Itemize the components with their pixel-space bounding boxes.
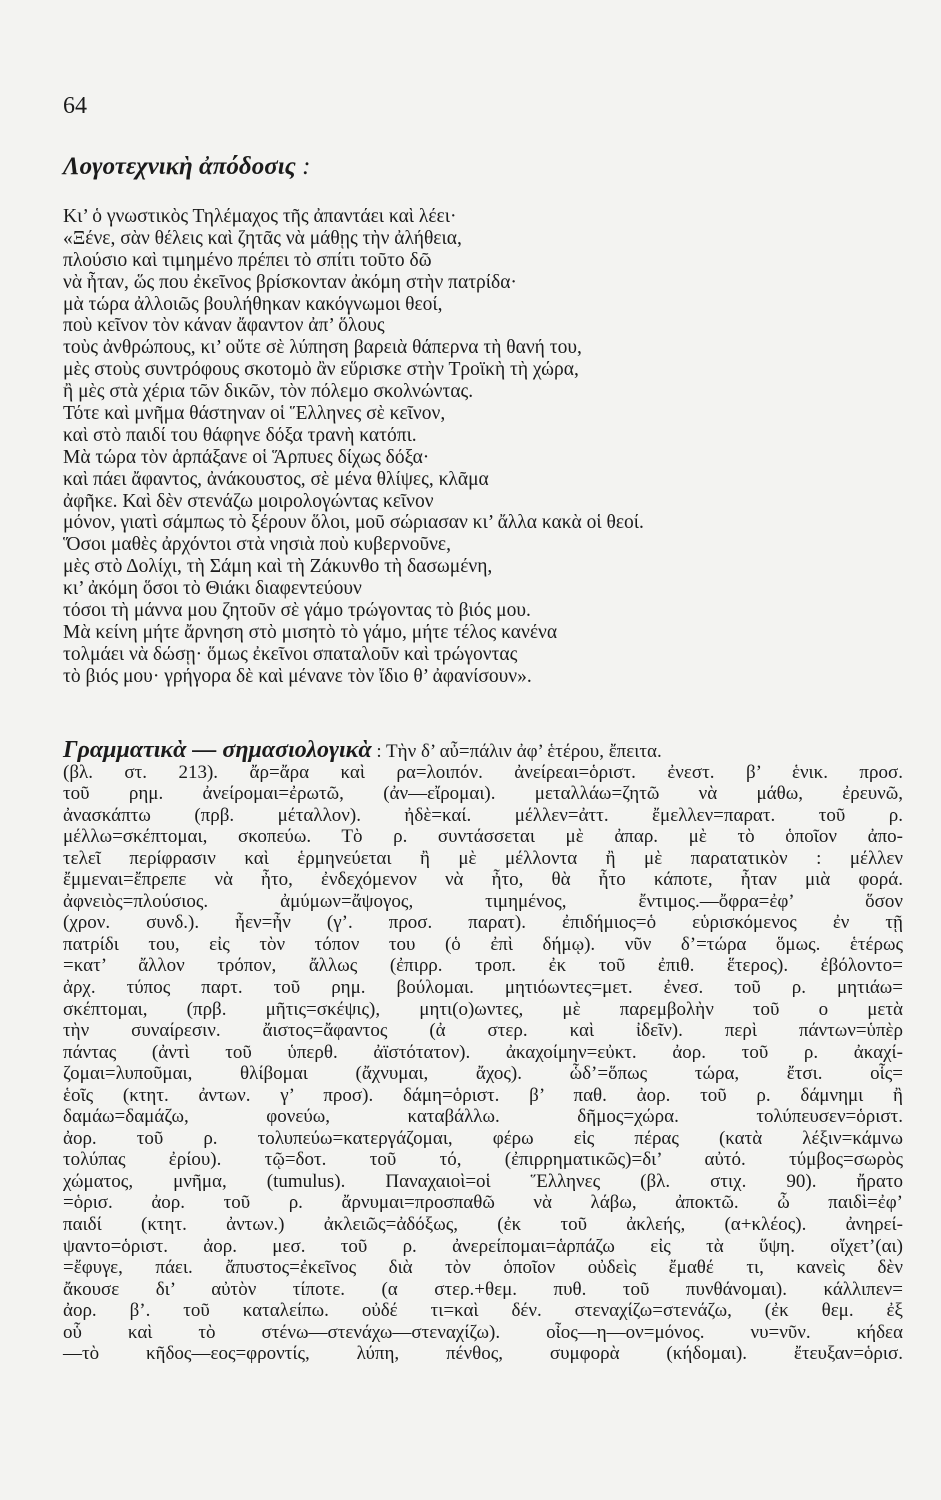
poem-line: μὰ τώρα ἀλλοιῶς βουλήθηκαν κακόγνωμοι θεοί, (63, 293, 443, 315)
poem-line: πλούσιο καὶ τιμημένο πρέπει τὸ σπίτι τοῦτο δῶ (63, 249, 432, 271)
poem-line: κι’ ἀκόμη ὅσοι τὸ Θιάκι διαφεντεύουν (63, 578, 362, 600)
poem-line: ποὺ κεῖνον τὸν κάναν ἄφαντον ἀπ’ ὅλους (63, 315, 385, 337)
grammar-line: πάντας (ἀντὶ τοῦ ὑπερθ. ἀϊστότατον). ἀκαχοίμην=εὐκτ. ἀορ. τοῦ ρ. ἀκαχί- (63, 1041, 903, 1063)
grammar-line: ἀορ. β’. τοῦ καταλείπω. οὐδέ τι=καὶ δέν. στεναχίζω=στενάζω, (ἐκ θεμ. ἐξ (63, 1300, 903, 1322)
literary-translation-heading (63, 153, 310, 181)
grammar-section-title: Γραμματικὰ — σημασιολογικὰ (63, 737, 372, 763)
poem-line: τὸ βιός μου· γρήγορα δὲ καὶ μένανε τὸν ἴδιο θ’ ἀφανίσουν». (63, 665, 532, 687)
poem-line: Μὰ κείνη μήτε ἄρνηση στὸ μισητὸ τὸ γάμο, μήτε τέλος κανένα (63, 621, 558, 643)
grammar-line: ἀφνειὸς=πλούσιος. ἀμύμων=ἄψογος, τιμημένος, ἔντιμος.—ὄφρα=ἐφ’ ὅσον (63, 890, 903, 912)
grammar-first-line-text: : Τὴν δ’ αὖ=πάλιν ἀφ’ ἑτέρου, ἔπειτα. (371, 741, 662, 762)
grammar-line: —τὸ κῆδος—εος=φροντίς, λύπη, πένθος, συμφορὰ (κήδομαι). ἔτευξαν=ὁρισ. (63, 1343, 903, 1365)
poem-line: μὲς στὸ Δολίχι, τὴ Σάμη καὶ τὴ Ζάκυνθο τὴ δασωμένη, (63, 556, 493, 578)
grammar-line: =ἔφυγε, πάει. ἄπυστος=ἐκεῖνος διὰ τὸν ὁποῖον οὐδεὶς ἔμαθέ τι, κανεὶς δὲν (63, 1257, 903, 1279)
poem-line: μόνον, γιατὶ σάμπως τὸ ξέρουν ὅλοι, μοῦ σώριασαν κι’ ἄλλα κακὰ οἱ θεοί. (63, 512, 644, 534)
grammar-line: (χρον. συνδ.). ἦεν=ἦν (γ’. προσ. παρατ). ἐπιδήμιος=ὁ εὑρισκόμενος ἐν τῇ (63, 912, 903, 934)
poem-line: νὰ ἦταν, ὥς που ἐκεῖνος βρίσκονταν ἀκόμη στὴν πατρίδα· (63, 271, 517, 293)
poem-line: «Ξένε, σὰν θέλεις καὶ ζητᾶς νὰ μάθῃς τὴν ἀλήθεια, (63, 227, 462, 249)
poem-translation (63, 206, 644, 688)
grammar-line: τὴν συναίρεσιν. ἄιστος=ἄφαντος (ἀ στερ. καὶ ἰδεῖν). περὶ πάντων=ὑπὲρ (63, 1020, 903, 1042)
grammar-line: ἀρχ. τύπος παρτ. τοῦ ρημ. βούλομαι. μητιόωντες=μετ. ἐνεσ. τοῦ ρ. μητιάω= (63, 977, 903, 999)
grammar-line: μέλλω=σκέπτομαι, σκοπεύω. Τὸ ρ. συντάσσεται μὲ ἀπαρ. μὲ τὸ ὁποῖον ἀπο- (63, 826, 903, 848)
grammar-first-line (63, 737, 903, 763)
grammar-line: ἑοῖς (κτητ. ἀντων. γ’ προσ). δάμη=ὁριστ. β’ παθ. ἀορ. τοῦ ρ. δάμνημι ἢ (63, 1084, 903, 1106)
poem-line: Μὰ τώρα τὸν ἁρπάξανε οἱ Ἅρπυες δίχως δόξα· (63, 446, 430, 468)
literary-translation-title: Λογοτεχνικὴ ἀπόδοσις (63, 153, 296, 180)
grammar-line: ἄκουσε δι’ αὐτὸν τίποτε. (α στερ.+θεμ. πυθ. τοῦ πυνθάνομαι). κάλλιπεν= (63, 1278, 903, 1300)
poem-line: ἢ μὲς στὰ χέρια τῶν δικῶν, τὸν πόλεμο σκολνώντας. (63, 381, 474, 403)
grammar-line: =κατ’ ἄλλον τρόπον, ἄλλως (ἐπιρρ. τροπ. ἐκ τοῦ ἐπιθ. ἕτερος). ἐβόλοντο= (63, 955, 903, 977)
grammar-line: δαμάω=δαμάζω, φονεύω, καταβάλλω. δῆμος=χώρα. τολύπευσεν=ὁριστ. (63, 1106, 903, 1128)
poem-line: Ὅσοι μαθὲς ἀρχόντοι στὰ νησιὰ ποὺ κυβερνοῦνε, (63, 534, 452, 556)
grammar-line: σκέπτομαι, (πρβ. μῆτις=σκέψις), μητι(ο)ωντες, μὲ παρεμβολὴν τοῦ ο μετὰ (63, 998, 903, 1020)
grammar-line: πατρίδι του, εἰς τὸν τόπον του (ὁ ἐπὶ δήμῳ). νῦν δ’=τώρα ὅμως. ἑτέρως (63, 933, 903, 955)
poem-line: Τότε καὶ μνῆμα θάστηναν οἱ Ἕλληνες σὲ κεῖνον, (63, 403, 446, 425)
poem-line: ἀφῆκε. Καὶ δὲν στενάζω μοιρολογώντας κεῖνον (63, 490, 434, 512)
grammar-line: τελεῖ περίφρασιν καὶ ἑρμηνεύεται ἢ μὲ μέλλοντα ἢ μὲ παρατατικὸν : μέλλεν (63, 847, 903, 869)
grammar-line: ζομαι=λυποῦμαι, θλίβομαι (ἄχνυμαι, ἄχος). ὧδ’=ὅπως τώρα, ἔτσι. οἷς= (63, 1063, 903, 1085)
grammar-line: =ὁρισ. ἀορ. τοῦ ρ. ἄρνυμαι=προσπαθῶ νὰ λάβω, ἀποκτῶ. ὦ παιδὶ=ἐφ’ (63, 1192, 903, 1214)
poem-line: τολμάει νὰ δώσῃ· ὅμως ἐκεῖνοι σπαταλοῦν καὶ τρώγοντας (63, 643, 518, 665)
grammar-line: τοῦ ρημ. ἀνείρομαι=ἐρωτῶ, (ἀν—εἴρομαι). μεταλλάω=ζητῶ νὰ μάθω, ἐρευνῶ, (63, 783, 903, 805)
grammar-line: οὗ καὶ τὸ στένω—στενάχω—στεναχίζω). οἶος—η—ον=μόνος. νυ=νῦν. κήδεα (63, 1321, 903, 1343)
grammar-line: τολύπας ἐρίου). τῷ=δοτ. τοῦ τό, (ἐπιρρηματικῶς)=δι’ αὐτό. τύμβος=σωρὸς (63, 1149, 903, 1171)
poem-line: καὶ στὸ παιδί του θάφηνε δόξα τρανὴ κατόπι. (63, 424, 417, 446)
poem-line: μὲς στοὺς συντρόφους σκοτομὸ ἂν εὕρισκε στὴν Τροϊκὴ τὴ χώρα, (63, 359, 579, 381)
literary-translation-colon: : (295, 153, 311, 180)
poem-line: τόσοι τὴ μάννα μου ζητοῦν σὲ γάμο τρώγοντας τὸ βιός μου. (63, 600, 531, 622)
page-number: 64 (63, 93, 87, 119)
grammar-line: ἀνασκάπτω (πρβ. μέταλλον). ἠδὲ=καί. μέλλεν=ἀττ. ἔμελλεν=παρατ. τοῦ ρ. (63, 804, 903, 826)
poem-line: Κι’ ὁ γνωστικὸς Τηλέμαχος τῆς ἀπαντάει καὶ λέει· (63, 206, 457, 227)
poem-line: καὶ πάει ἄφαντος, ἀνάκουστος, σὲ μένα θλίψες, κλᾶμα (63, 468, 489, 490)
grammar-semantic-notes (63, 737, 903, 1365)
grammar-line: ἔμμεναι=ἔπρεπε νὰ ἦτο, ἐνδεχόμενον νὰ ἦτο, θὰ ἦτο κάποτε, ἦταν μιὰ φορά. (63, 869, 903, 891)
grammar-line: χώματος, μνῆμα, (tumulus). Παναχαιοὶ=οἱ Ἕλληνες (βλ. στιχ. 90). ἤρατο (63, 1170, 903, 1192)
grammar-line: (βλ. στ. 213). ἄρ=ἄρα καὶ ρα=λοιπόν. ἀνείρεαι=ὁριστ. ἐνεστ. β’ ἑνικ. προσ. (63, 761, 903, 783)
grammar-line: ψαντο=ὁριστ. ἀορ. μεσ. τοῦ ρ. ἀνερείπομαι=ἁρπάζω εἰς τὰ ὕψη. οἴχετ’(αι) (63, 1235, 903, 1257)
poem-line: τοὺς ἀνθρώπους, κι’ οὔτε σὲ λύπηση βαρειὰ θάπερνα τὴ θανή του, (63, 337, 582, 359)
grammar-line: παιδί (κτητ. ἀντων.) ἀκλειῶς=ἀδόξως, (ἐκ τοῦ ἀκλεής, (α+κλέος). ἀνηρεί- (63, 1214, 903, 1236)
grammar-line: ἀορ. τοῦ ρ. τολυπεύω=κατεργάζομαι, φέρω εἰς πέρας (κατὰ λέξιν=κάμνω (63, 1127, 903, 1149)
